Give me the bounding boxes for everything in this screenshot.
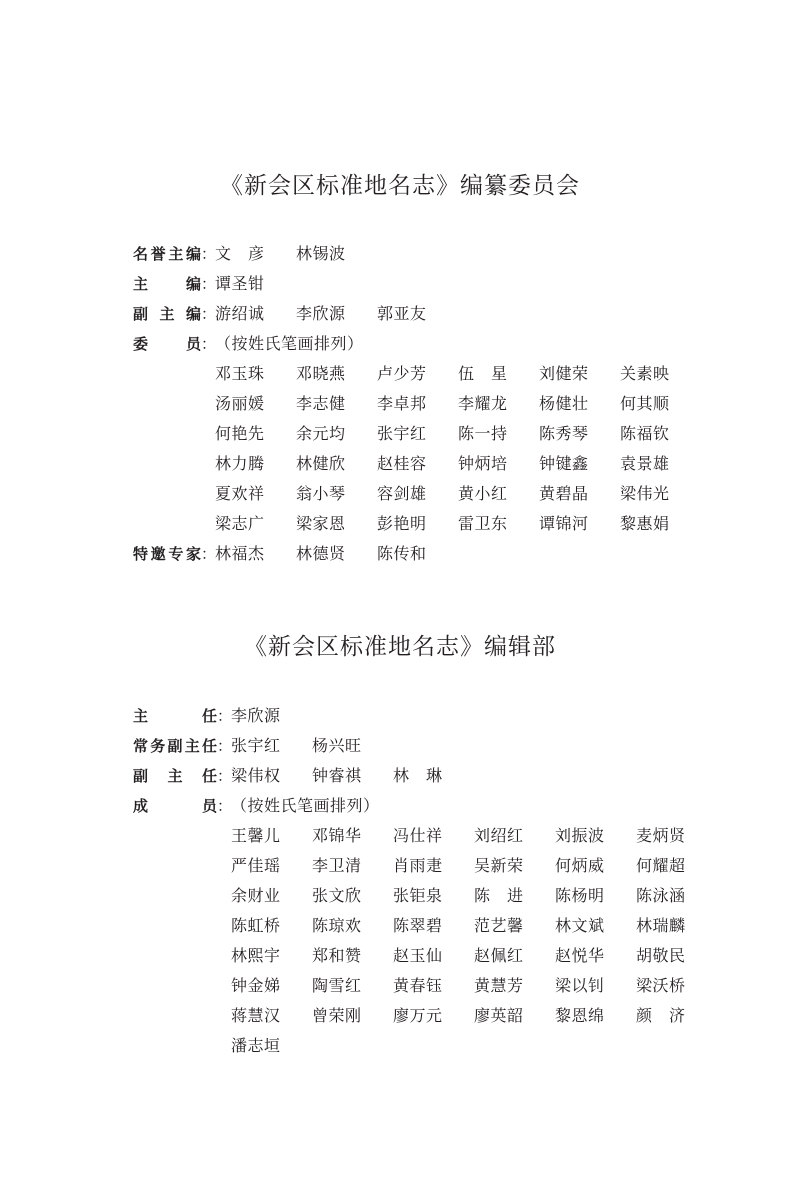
colon: ： [217,767,233,785]
member-name: 黎惠娟 [620,514,670,533]
person-name: 林德贤 [296,544,346,563]
member-name: 陈虹桥 [231,916,281,935]
member-name: 陶雪红 [312,976,362,995]
member-name: 赵桂容 [377,454,427,473]
person-name: 林 琳 [393,766,443,785]
members-row [133,941,717,971]
member-name: 张文欣 [312,886,362,905]
member-name: 黄小红 [458,484,508,503]
member-name: 林力腾 [215,454,265,473]
member-name: 赵佩红 [474,946,524,965]
colon: ： [217,707,233,725]
members-row [133,449,701,479]
member-name: 刘振波 [555,826,605,845]
member-name: 陈翠碧 [393,916,443,935]
member-name: 郑和赞 [312,946,362,965]
member-name: 严佳瑶 [231,856,281,875]
member-name: 余元均 [296,424,346,443]
member-name: 陈杨明 [555,886,605,905]
members-row [133,971,717,1001]
member-name: 梁伟光 [620,484,670,503]
member-name: 肖雨疌 [393,856,443,875]
role-row-deputy-editors [133,299,701,329]
member-name: 何炳威 [555,856,605,875]
person-name: 张宇红 [231,736,281,755]
members-row [133,1031,717,1061]
member-name: 梁沃桥 [636,976,686,995]
members-header-row [133,329,701,359]
member-name: 曾荣刚 [312,1006,362,1025]
member-name: 何其顺 [620,394,670,413]
member-name: 廖英韶 [474,1006,524,1025]
person-name: 林福杰 [215,544,265,563]
member-name: 梁志广 [215,514,265,533]
role-label: 委 员 [133,335,201,353]
member-name: 林文斌 [555,916,605,935]
member-name: 黄春钰 [393,976,443,995]
role-label: 成 员 [133,797,217,815]
person-name: 文 彦 [215,244,265,263]
editorial-title: 《新会区标准地名志》编辑部 [244,634,556,660]
members-row [133,881,717,911]
member-name: 王馨儿 [231,826,281,845]
member-name: 邓晓燕 [296,364,346,383]
member-name: 林瑞麟 [636,916,686,935]
member-name: 黎恩绵 [555,1006,605,1025]
members-row [133,479,701,509]
member-name: 李卫清 [312,856,362,875]
member-name: 张宇红 [377,424,427,443]
colon: ： [201,545,217,563]
member-name: 钟键鑫 [539,454,589,473]
person-name: 谭圣钳 [215,274,265,293]
member-name: 刘绍红 [474,826,524,845]
member-name: 廖万元 [393,1006,443,1025]
member-name: 容剑雄 [377,484,427,503]
member-name: 冯仕祥 [393,826,443,845]
member-name: 陈琼欢 [312,916,362,935]
members-row [133,1001,717,1031]
member-name: 袁景雄 [620,454,670,473]
member-name: 李卓邦 [377,394,427,413]
role-label: 常 务 副 主 任 [133,737,217,755]
committee-title: 《新会区标准地名志》编纂委员会 [220,173,580,199]
editorial-roster [133,701,717,1061]
colon: ： [201,275,217,293]
member-name: 汤丽媛 [215,394,265,413]
colon: ： [201,245,217,263]
member-name: 潘志垣 [231,1036,281,1055]
members-row [133,419,701,449]
member-name: 蒋慧汉 [231,1006,281,1025]
member-name: 林熙宇 [231,946,281,965]
person-name: 陈传和 [377,544,427,563]
person-name: 李欣源 [231,706,281,725]
member-name: 麦炳贤 [636,826,686,845]
role-label: 副 主 任 [133,767,217,785]
role-row-experts [133,539,701,569]
colon: ： [201,335,217,353]
member-name: 卢少芳 [377,364,427,383]
member-name: 李志健 [296,394,346,413]
member-name: 陈泳涵 [636,886,686,905]
member-name: 伍 星 [458,364,508,383]
member-name: 黄慧芳 [474,976,524,995]
role-row-deputies [133,761,717,791]
members-row [133,911,717,941]
member-name: 范艺馨 [474,916,524,935]
role-label: 特 邀 专 家 [133,545,201,563]
member-name: 吴新荣 [474,856,524,875]
member-name: 胡敬民 [636,946,686,965]
member-name: 谭锦河 [539,514,589,533]
person-name: 游绍诚 [215,304,265,323]
colon: ： [217,737,233,755]
member-name: 夏欢祥 [215,484,265,503]
member-name: 刘健荣 [539,364,589,383]
member-name: 赵玉仙 [393,946,443,965]
person-name: 林锡波 [296,244,346,263]
members-row [133,821,717,851]
role-label: 名 誉 主 编 [133,245,201,263]
member-name: 梁以钊 [555,976,605,995]
member-name: 陈福钦 [620,424,670,443]
member-name: 梁家恩 [296,514,346,533]
members-row [133,389,701,419]
member-name: 陈秀琴 [539,424,589,443]
members-header-row [133,791,717,821]
member-name: 赵悦华 [555,946,605,965]
member-name: 李耀龙 [458,394,508,413]
colon: ： [201,305,217,323]
role-label: 副 主 编 [133,305,201,323]
person-name: 钟睿祺 [312,766,362,785]
member-name: 彭艳明 [377,514,427,533]
member-name: 雷卫东 [458,514,508,533]
member-name: 张钜泉 [393,886,443,905]
member-name: 杨健壮 [539,394,589,413]
role-row-executive-deputy [133,731,717,761]
member-name: 关素映 [620,364,670,383]
member-name: 钟金娣 [231,976,281,995]
role-row-director [133,701,717,731]
role-row-honorary-editor [133,239,701,269]
member-name: 黄碧晶 [539,484,589,503]
colon: ： [217,797,233,815]
members-row [133,359,701,389]
member-name: 颜 济 [636,1006,686,1025]
members-row [133,509,701,539]
member-name: 陈 进 [474,886,524,905]
role-label: 主 任 [133,707,217,725]
member-name: 何艳先 [215,424,265,443]
member-name: 余财业 [231,886,281,905]
committee-roster [133,239,701,569]
ordering-note: （按姓氏笔画排列） [231,796,380,815]
members-row [133,851,717,881]
person-name: 梁伟权 [231,766,281,785]
person-name: 郭亚友 [377,304,427,323]
member-name: 陈一持 [458,424,508,443]
role-row-editor-in-chief [133,269,701,299]
member-name: 钟炳培 [458,454,508,473]
member-name: 林健欣 [296,454,346,473]
member-name: 何耀超 [636,856,686,875]
member-name: 邓玉珠 [215,364,265,383]
person-name: 杨兴旺 [312,736,362,755]
ordering-note: （按姓氏笔画排列） [215,334,364,353]
person-name: 李欣源 [296,304,346,323]
member-name: 翁小琴 [296,484,346,503]
role-label: 主 编 [133,275,201,293]
member-name: 邓锦华 [312,826,362,845]
